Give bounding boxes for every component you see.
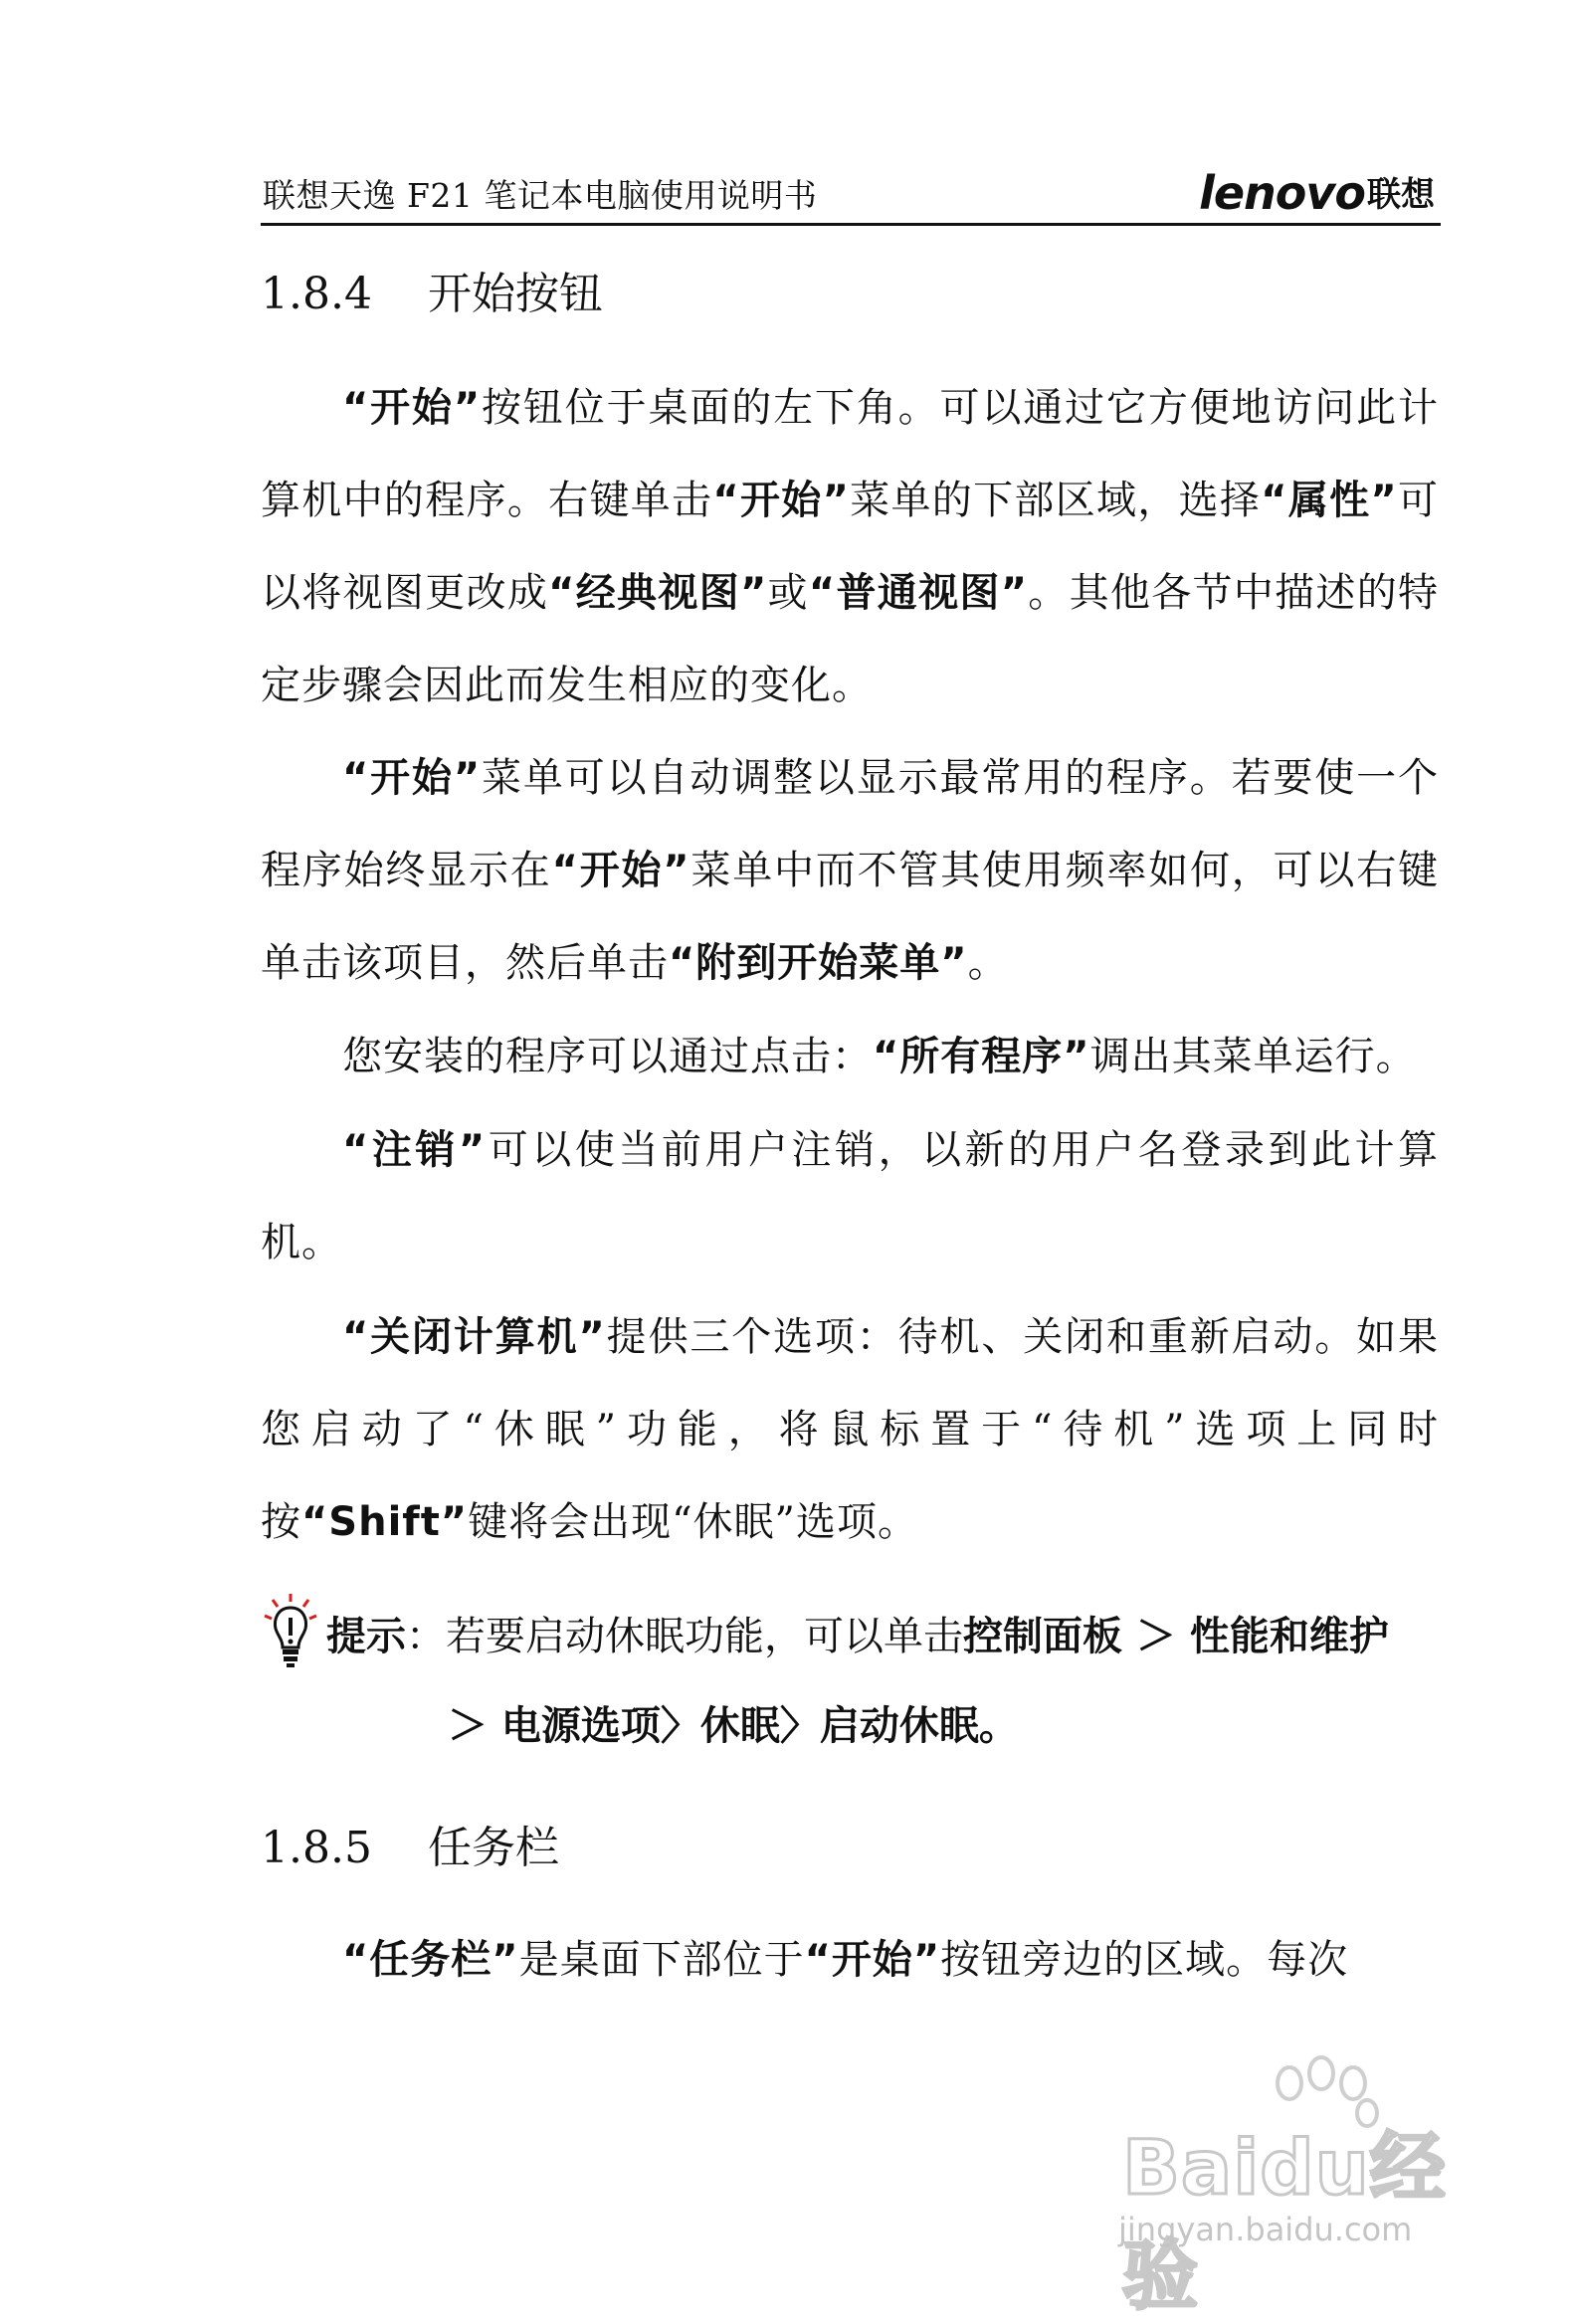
tip-line-2 bbox=[448, 1693, 1019, 1759]
paragraph-shutdown bbox=[261, 1291, 1439, 1569]
section-title: 开始按钮 bbox=[428, 269, 603, 319]
paragraph-logoff bbox=[261, 1104, 1439, 1289]
text-span: 按钮旁边的区域。每次 bbox=[940, 1937, 1349, 1983]
paragraph-start-button bbox=[261, 362, 1439, 732]
text-span: 可以将视图更改成 bbox=[261, 478, 1440, 616]
text-span: ：若要启动休眠功能，可以单击 bbox=[406, 1614, 963, 1659]
tip-line-1 bbox=[326, 1604, 1389, 1669]
section-heading-1-8-4 bbox=[261, 265, 603, 324]
text-span: 菜单可以自动调整以显示最常用的程序。若要使一个程序始终显示在 bbox=[261, 755, 1440, 893]
term-start: “开始” bbox=[551, 848, 690, 893]
text-span: 调出其菜单运行。 bbox=[1089, 1034, 1417, 1079]
text-span: 提供三个选项：待机、关闭和重新启动。如果您启动了“休眠”功能，将鼠标置于“待机”选项上同时按 bbox=[261, 1314, 1440, 1545]
term-start: “开始” bbox=[342, 755, 482, 801]
page-header bbox=[261, 157, 1441, 226]
term-shift: “Shift” bbox=[301, 1499, 469, 1545]
section-number: 1.8.4 bbox=[261, 269, 372, 319]
paragraph-all-programs bbox=[261, 1011, 1439, 1103]
tip-path-power-options: ＞ 电源选项〉休眠〉启动休眠。 bbox=[448, 1703, 1019, 1749]
logo-text-en: lenovo bbox=[1199, 166, 1365, 220]
text-span: 是桌面下部位于 bbox=[518, 1937, 805, 1983]
text-span: 。 bbox=[967, 940, 1009, 986]
text-span: 可以使当前用户注销，以新的用户名登录到此计算机。 bbox=[261, 1127, 1440, 1265]
tip-path-control-panel: 控制面板 ＞ 性能和维护 bbox=[963, 1614, 1389, 1659]
term-start: “开始” bbox=[804, 1937, 941, 1983]
section-heading-1-8-5 bbox=[261, 1819, 559, 1878]
term-logoff: “注销” bbox=[342, 1127, 487, 1173]
logo-text-cn: 联想 bbox=[1367, 175, 1435, 215]
term-properties: “属性” bbox=[1261, 478, 1398, 523]
lenovo-logo bbox=[1199, 166, 1435, 220]
paragraph-start-menu bbox=[261, 732, 1439, 1010]
watermark-brand: Baidu经验 bbox=[1122, 2123, 1447, 2320]
baidu-jingyan-watermark bbox=[1110, 2057, 1488, 2320]
text-span: 您安装的程序可以通过点击： bbox=[342, 1034, 873, 1079]
text-span: 菜单的下部区域，选择 bbox=[849, 478, 1262, 523]
section-title: 任务栏 bbox=[428, 1823, 559, 1873]
term-start: “开始” bbox=[342, 385, 482, 431]
term-all-programs: “所有程序” bbox=[873, 1034, 1090, 1079]
text-span: 键将会出现“休眠”选项。 bbox=[468, 1499, 919, 1545]
tip-label: 提示 bbox=[326, 1614, 406, 1659]
lightbulb-icon bbox=[261, 1592, 320, 1671]
watermark-url: jingyan.baidu.com bbox=[1118, 2211, 1413, 2248]
text-span: 或 bbox=[767, 570, 809, 616]
text-span: 按钮位于桌面的左下角。可以通过它方便地访问此计算机中的程序。右键单击 bbox=[261, 385, 1440, 523]
section-number: 1.8.5 bbox=[261, 1823, 372, 1873]
term-classic-view: “经典视图” bbox=[548, 570, 768, 616]
term-shutdown: “关闭计算机” bbox=[342, 1314, 606, 1360]
text-span: 。其他各节中描述的特定步骤会因此而发生相应的变化。 bbox=[261, 570, 1440, 708]
term-normal-view: “普通视图” bbox=[808, 570, 1028, 616]
tip-box bbox=[261, 1592, 1439, 1791]
term-start: “开始” bbox=[712, 478, 850, 523]
term-taskbar: “任务栏” bbox=[342, 1937, 519, 1983]
paragraph-taskbar bbox=[261, 1914, 1439, 2007]
text-span: 菜单中而不管其使用频率如何，可以右键单击该项目，然后单击 bbox=[261, 848, 1440, 986]
header-title: 联想天逸 F21 笔记本电脑使用说明书 bbox=[263, 176, 818, 215]
term-pin-to-start: “附到开始菜单” bbox=[669, 940, 968, 986]
